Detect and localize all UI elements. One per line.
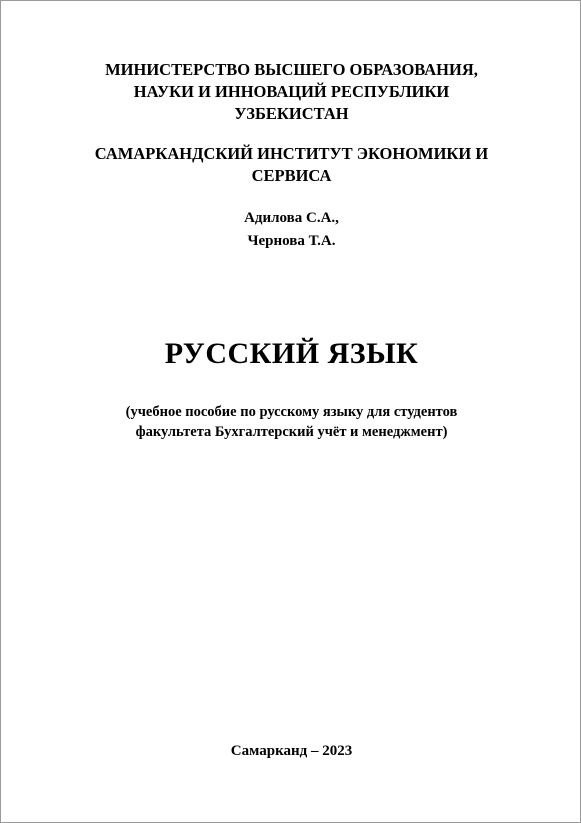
author-2: Чернова Т.А. bbox=[247, 233, 336, 249]
ministry-line-3: УЗБЕКИСТАН bbox=[234, 104, 349, 123]
institute-line-2: СЕРВИСА bbox=[251, 166, 332, 185]
ministry-line-2: НАУКИ И ИННОВАЦИЙ РЕСПУБЛИКИ bbox=[133, 82, 450, 101]
place-year: Самарканд – 2023 bbox=[230, 743, 353, 759]
subtitle-line-1: (учебное пособие по русскому языку для студентов bbox=[125, 404, 458, 420]
institute-line-1: САМАРКАНДСКИЙ ИНСТИТУТ ЭКОНОМИКИ И bbox=[94, 144, 489, 163]
author-1: Адилова С.А., bbox=[244, 210, 339, 226]
ministry-line-1: МИНИСТЕРСТВО ВЫСШЕГО ОБРАЗОВАНИЯ, bbox=[105, 60, 478, 79]
subtitle-line-2: факультета Бухгалтерский учёт и менеджмент) bbox=[135, 424, 448, 440]
book-title: РУССКИЙ ЯЗЫК bbox=[164, 337, 419, 370]
